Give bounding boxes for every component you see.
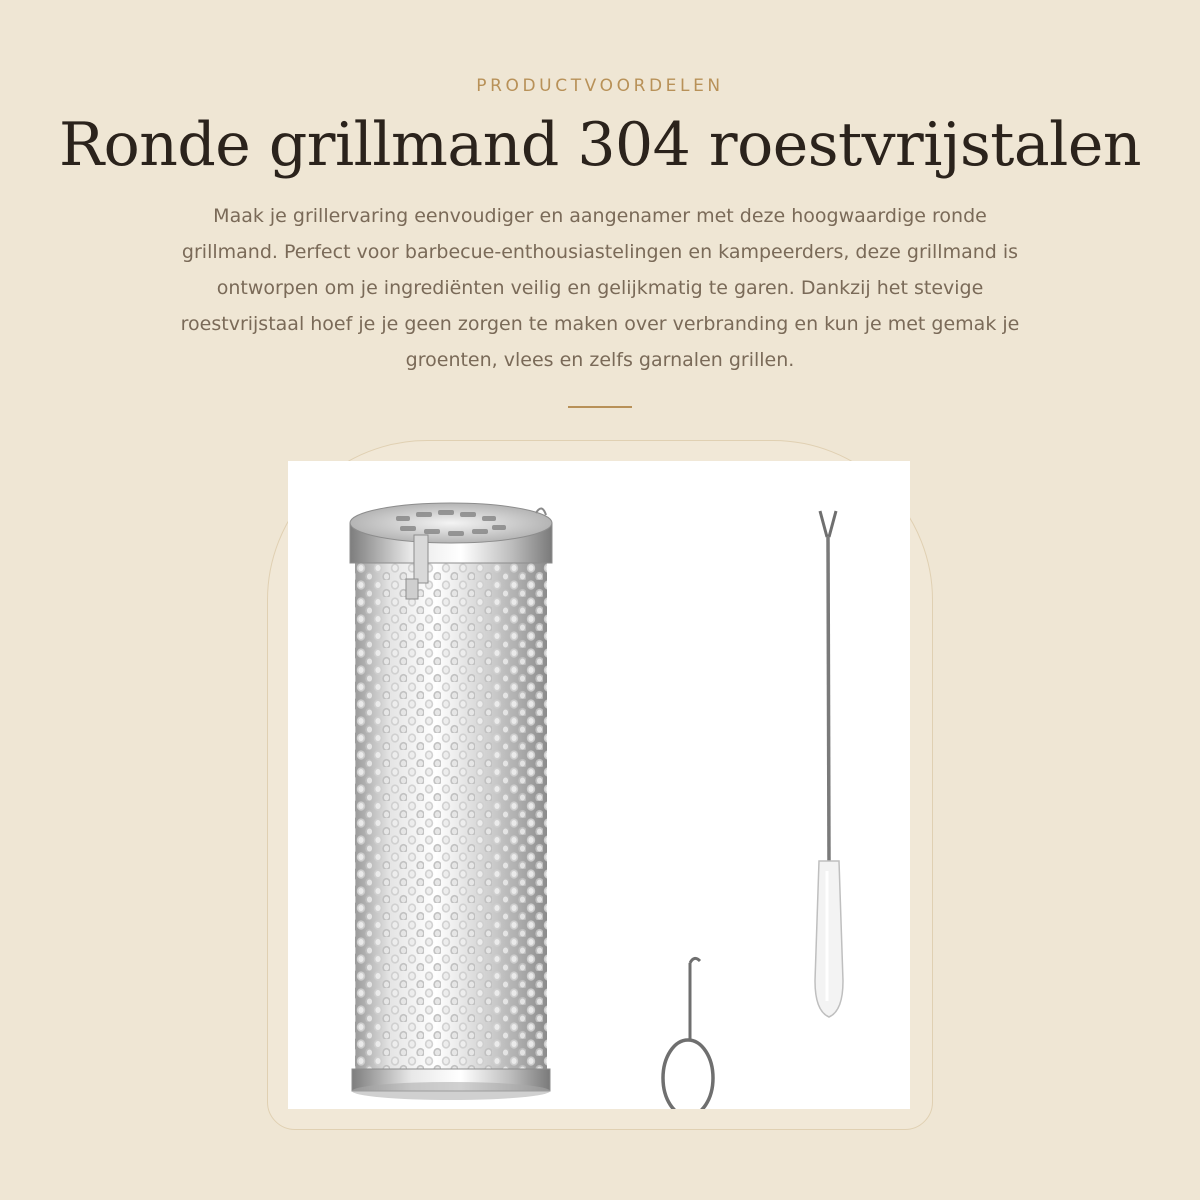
product-illustration [288, 461, 910, 1109]
grill-basket [350, 503, 552, 1100]
product-description: Maak je grillervaring eenvoudiger en aangenamer met deze hoogwaardige ronde grillmand. Perfect voor barbecue-enthousiastelingen en kampeerders, deze grillmand is ontworpen om je ingrediënten veilig en gelijkmatig te garen. Dankzij het stevige roestvrijstaal hoef je je geen zorgen te maken over verbranding en kun je met gemak je groenten, vlees en zelfs garnalen grillen. [180, 205, 1020, 371]
page-title: Ronde grillmand 304 roestvrijstalen [58, 110, 1142, 180]
accent-divider [568, 406, 632, 408]
fork [815, 511, 843, 1017]
lid-hook [663, 958, 713, 1109]
eyebrow-label: PRODUCTVOORDELEN [476, 76, 724, 96]
product-photo [288, 461, 910, 1109]
